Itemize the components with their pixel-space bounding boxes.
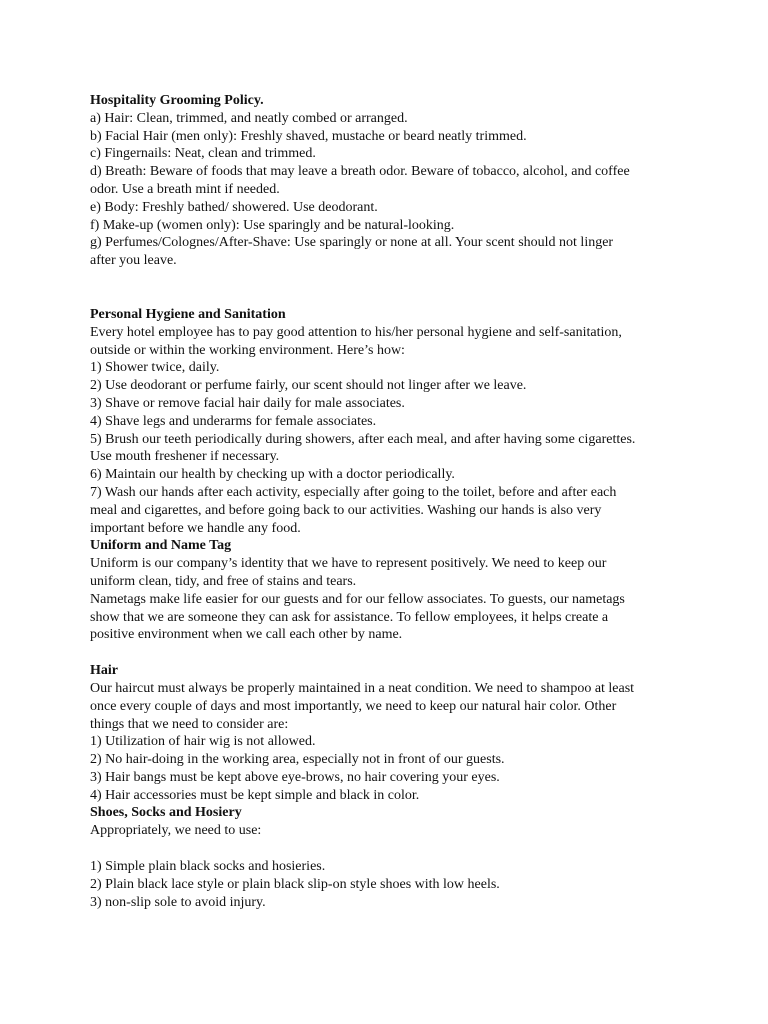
document-body [90,92,690,911]
hair-line: once every couple of days and most importantly, we need to keep our natural hair color. Other [90,698,617,714]
hair-heading: Hair [90,663,118,679]
section-spacer [90,840,690,858]
hygiene-line: Every hotel employee has to pay good attention to his/her personal hygiene and self-sanitation, [90,324,622,340]
hygiene-line: 1) Shower twice, daily. [90,360,220,376]
hygiene-line: 7) Wash our hands after each activity, especially after going to the toilet, before and after each [90,484,617,500]
hygiene-line: 5) Brush our teeth periodically during showers, after each meal, and after having some cigarettes. [90,431,636,447]
hygiene-line: important before we handle any food. [90,520,301,536]
shoes-heading: Shoes, Socks and Hosiery [90,805,242,821]
hygiene-line: Use mouth freshener if necessary. [90,449,280,465]
uniform-line: positive environment when we call each other by name. [90,627,403,643]
shoes-intro: Appropriately, we need to use: [90,823,262,839]
grooming-line: b) Facial Hair (men only): Freshly shaved, mustache or beard neatly trimmed. [90,128,527,144]
hair-line: things that we need to consider are: [90,716,289,732]
shoes-line: 3) non-slip sole to avoid injury. [90,894,266,910]
grooming-line: odor. Use a breath mint if needed. [90,181,280,197]
uniform-heading: Uniform and Name Tag [90,538,232,554]
hygiene-line: outside or within the working environment. Here’s how: [90,342,405,358]
hair-line: 1) Utilization of hair wig is not allowed. [90,734,316,750]
grooming-heading: Hospitality Grooming Policy. [90,93,264,108]
hygiene-line: 2) Use deodorant or perfume fairly, our scent should not linger after we leave. [90,378,527,394]
hair-line: 4) Hair accessories must be kept simple and black in color. [90,787,420,803]
hygiene-line: 4) Shave legs and underarms for female associates. [90,413,377,429]
section-spacer [90,270,690,306]
hygiene-line: 6) Maintain our health by checking up with a doctor periodically. [90,467,455,483]
uniform-line: Nametags make life easier for our guests and for our fellow associates. To guests, our nametags [90,591,625,607]
grooming-line: d) Breath: Beware of foods that may leave a breath odor. Beware of tobacco, alcohol, and coffee [90,164,630,180]
grooming-line: g) Perfumes/Colognes/After-Shave: Use sparingly or none at all. Your scent should not linger [90,235,614,251]
hair-line: Our haircut must always be properly maintained in a neat condition. We need to shampoo at least [90,680,635,696]
grooming-line: a) Hair: Clean, trimmed, and neatly combed or arranged. [90,110,408,126]
shoes-line: 1) Simple plain black socks and hosieries. [90,859,326,875]
uniform-line: show that we are someone they can ask for assistance. To fellow employees, it helps create a [90,609,609,625]
hygiene-line: meal and cigarettes, and before going back to our activities. Washing our hands is also very [90,502,602,518]
uniform-line: uniform clean, tidy, and free of stains and tears. [90,573,357,589]
grooming-line: after you leave. [90,253,177,269]
grooming-line: c) Fingernails: Neat, clean and trimmed. [90,146,316,162]
hygiene-line: 3) Shave or remove facial hair daily for male associates. [90,395,405,411]
uniform-line: Uniform is our company’s identity that we have to represent positively. We need to keep our [90,556,607,572]
grooming-line: e) Body: Freshly bathed/ showered. Use deodorant. [90,199,378,215]
shoes-line: 2) Plain black lace style or plain black slip-on style shoes with low heels. [90,876,500,892]
hair-line: 2) No hair-doing in the working area, especially not in front of our guests. [90,752,505,768]
hair-line: 3) Hair bangs must be kept above eye-brows, no hair covering your eyes. [90,769,500,785]
grooming-line: f) Make-up (women only): Use sparingly and be natural-looking. [90,217,455,233]
section-spacer [90,644,690,662]
hygiene-heading: Personal Hygiene and Sanitation [90,306,286,322]
